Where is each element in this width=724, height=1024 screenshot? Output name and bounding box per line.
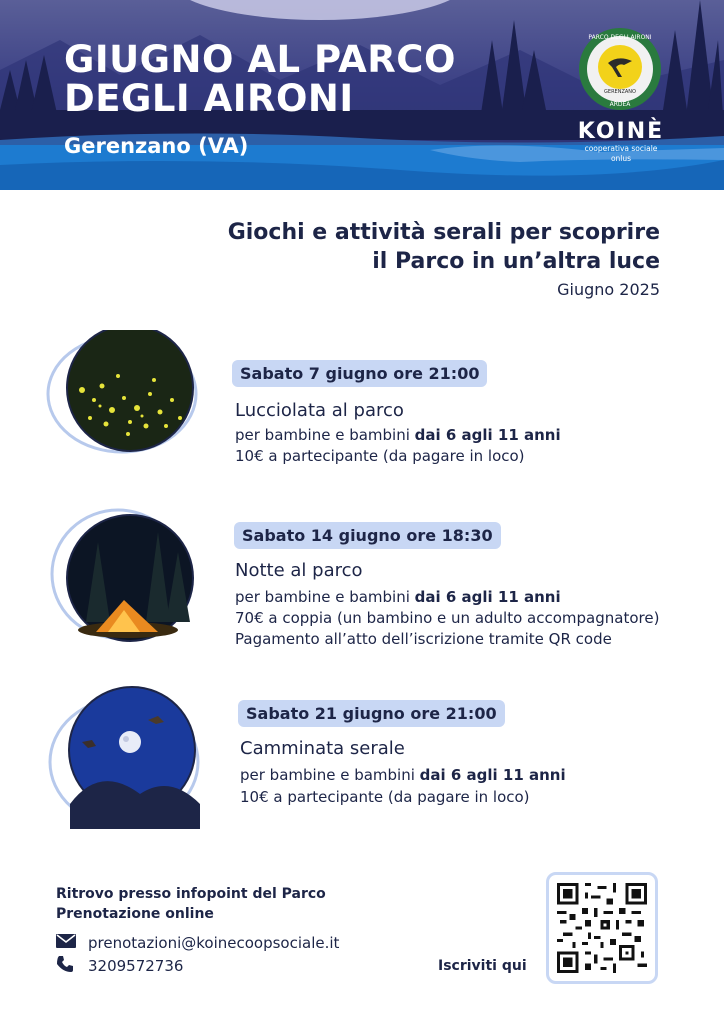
intro-headline-1: Giochi e attività serali per scoprire bbox=[227, 220, 660, 245]
moon-photo-icon bbox=[40, 684, 210, 829]
event-price: 10€ a partecipante (da pagare in loco) bbox=[240, 788, 530, 806]
event-audience-age: dai 6 agli 11 anni bbox=[414, 426, 561, 444]
page-title bbox=[64, 40, 456, 118]
signup-qr-code[interactable] bbox=[546, 872, 658, 984]
event-price: 70€ a coppia (un bambino e un adulto accompagnatore) bbox=[235, 609, 660, 627]
location-label: Gerenzano (VA) bbox=[64, 134, 249, 158]
event-audience-prefix: per bambine e bambini bbox=[240, 766, 420, 784]
logo-parco-mid: GERENZANO bbox=[604, 89, 636, 95]
email-contact[interactable] bbox=[56, 934, 339, 952]
event-price: 10€ a partecipante (da pagare in loco) bbox=[235, 447, 525, 465]
event-audience bbox=[235, 588, 561, 606]
event-date-badge: Sabato 21 giugno ore 21:00 bbox=[238, 700, 505, 727]
intro-headline-2: il Parco in un’altra luce bbox=[372, 249, 660, 274]
booking-text: Prenotazione online bbox=[56, 906, 214, 922]
intro-block bbox=[228, 218, 660, 299]
email-address[interactable]: prenotazioni@koinecoopsociale.it bbox=[88, 934, 340, 952]
qr-code-icon bbox=[557, 883, 647, 973]
title-line-1: GIUGNO AL PARCO bbox=[64, 38, 456, 81]
event-title: Lucciolata al parco bbox=[235, 400, 404, 421]
phone-icon bbox=[56, 955, 80, 977]
phone-contact[interactable] bbox=[56, 955, 183, 977]
event-payment: Pagamento all’atto dell’iscrizione tramite QR code bbox=[235, 630, 612, 648]
parco-degli-aironi-logo bbox=[578, 27, 662, 111]
meeting-point-text: Ritrovo presso infopoint del Parco bbox=[56, 886, 326, 902]
logo-parco-bottom: ARDEA bbox=[609, 101, 631, 108]
event-date-badge: Sabato 7 giugno ore 21:00 bbox=[232, 360, 487, 387]
koine-logo bbox=[575, 120, 667, 164]
event-audience bbox=[240, 766, 566, 784]
event-date-badge: Sabato 14 giugno ore 18:30 bbox=[234, 522, 501, 549]
event-audience bbox=[235, 426, 561, 444]
event-audience-prefix: per bambine e bambini bbox=[235, 588, 415, 606]
mail-icon bbox=[56, 934, 80, 952]
signup-cta-label: Iscriviti qui bbox=[438, 958, 527, 974]
event-audience-age: dai 6 agli 11 anni bbox=[419, 766, 566, 784]
event-audience-age: dai 6 agli 11 anni bbox=[414, 588, 561, 606]
header-banner bbox=[0, 0, 724, 190]
event-title: Camminata serale bbox=[240, 738, 405, 759]
logo-parco-top: PARCO DEGLI AIRONI bbox=[588, 34, 652, 41]
tent-photo-icon bbox=[46, 502, 206, 652]
title-line-2: DEGLI AIRONI bbox=[64, 77, 354, 120]
koine-logo-name: KOINÈ bbox=[577, 119, 665, 144]
event-audience-prefix: per bambine e bambini bbox=[235, 426, 415, 444]
intro-date: Giugno 2025 bbox=[557, 280, 660, 299]
koine-logo-sub: cooperativa sociale onlus bbox=[584, 144, 658, 163]
phone-number[interactable]: 3209572736 bbox=[88, 957, 184, 975]
event-title: Notte al parco bbox=[235, 560, 363, 581]
fireflies-photo-icon bbox=[42, 330, 202, 455]
